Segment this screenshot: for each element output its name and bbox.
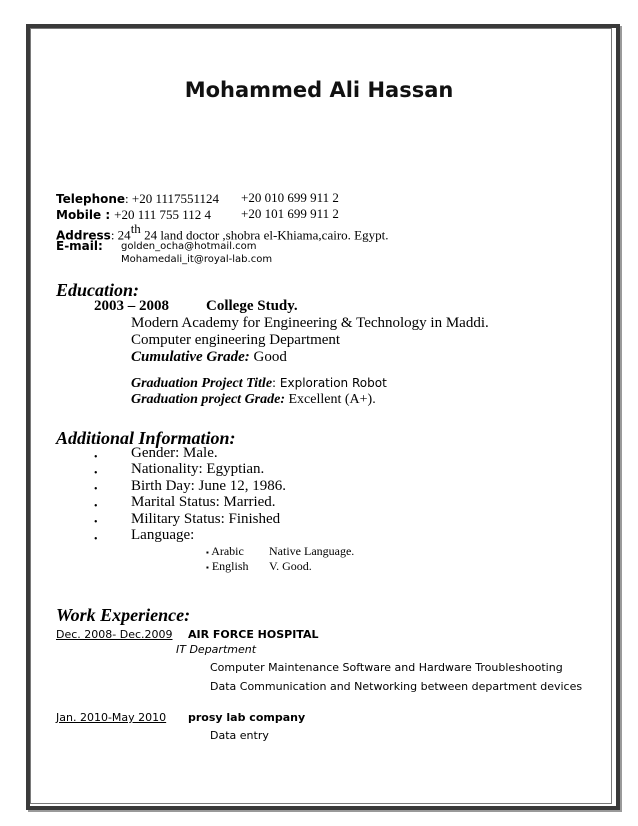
education-project-grade xyxy=(131,391,376,408)
bullet-dot-icon: • xyxy=(94,517,98,528)
language-name: Arabic xyxy=(211,544,244,558)
education-grade xyxy=(131,349,287,366)
bullet-dot-icon: • xyxy=(94,468,98,479)
education-project xyxy=(131,374,387,392)
language-level: V. Good. xyxy=(269,559,312,573)
education-title: College Study. xyxy=(206,298,298,314)
project-value: : Exploration Robot xyxy=(272,376,387,390)
language-name: English xyxy=(211,559,249,573)
address-rest: 24 land doctor ,shobra el-Khiama,cairo. Egypt. xyxy=(140,227,389,243)
mobile-label: Mobile : xyxy=(56,208,111,222)
job-2-dates: Jan. 2010-May 2010 xyxy=(56,711,167,724)
square-bullet-icon: ▪ xyxy=(206,548,209,557)
job-2-company: prosy lab company xyxy=(188,711,306,724)
info-gender: Gender: Male. xyxy=(131,445,218,461)
job-1-company: AIR FORCE HOSPITAL xyxy=(188,628,319,641)
email-label: E-mail: xyxy=(56,239,103,253)
mobile-2: +20 101 699 911 2 xyxy=(241,206,339,221)
work-heading: Work Experience: xyxy=(56,605,191,625)
telephone-label: Telephone xyxy=(56,192,126,206)
grade-label: Cumulative Grade: xyxy=(131,349,250,365)
square-bullet-icon: ▪ xyxy=(206,563,209,572)
email-1[interactable]: golden_ocha@hotmail.com xyxy=(121,241,257,252)
job-1-dates: Dec. 2008- Dec.2009 xyxy=(56,628,173,641)
project-label: Graduation Project Title xyxy=(131,376,273,391)
project-grade-label: Graduation project Grade: xyxy=(131,392,285,407)
education-years: 2003 – 2008 xyxy=(94,298,169,314)
grade-value: Good xyxy=(249,349,287,365)
info-language: Language: xyxy=(131,527,195,543)
job-1-task-1: Computer Maintenance Software and Hardware Troubleshooting xyxy=(210,661,563,674)
education-heading: Education: xyxy=(56,280,140,300)
telephone-2: +20 010 699 911 2 xyxy=(241,190,339,205)
job-1-task-2: Data Communication and Networking between department devices xyxy=(210,680,583,693)
additional-heading: Additional Information: xyxy=(56,428,236,448)
bullet-dot-icon: • xyxy=(94,501,98,512)
job-1-department: IT Department xyxy=(176,643,257,656)
info-military: Military Status: Finished xyxy=(131,511,281,527)
job-2-task-1: Data entry xyxy=(210,729,269,742)
mobile-1: +20 111 755 112 4 xyxy=(114,207,212,222)
email-2[interactable]: Mohamedali_it@royal-lab.com xyxy=(121,254,273,265)
project-grade-value: Excellent (A+). xyxy=(285,392,376,407)
bullet-dot-icon: • xyxy=(94,534,98,545)
address-sup: th xyxy=(130,221,141,236)
education-item-2: Computer engineering Department xyxy=(131,332,341,348)
bullet-dot-icon: • xyxy=(94,484,98,495)
address-label: Address xyxy=(56,228,111,243)
telephone-1: : +20 1117551124 xyxy=(125,191,220,206)
page-title: Mohammed Ali Hassan xyxy=(184,78,454,102)
info-marital: Marital Status: Married. xyxy=(131,494,276,510)
info-birthday: Birth Day: June 12, 1986. xyxy=(131,478,286,494)
language-english xyxy=(206,559,249,574)
education-item-1: Modern Academy for Engineering & Technology in Maddi. xyxy=(131,315,489,331)
language-arabic xyxy=(206,544,244,559)
info-nationality: Nationality: Egyptian. xyxy=(131,461,265,477)
language-level: Native Language. xyxy=(269,544,355,558)
address-pre: : 24 xyxy=(110,227,131,243)
bullet-dot-icon: • xyxy=(94,452,98,463)
